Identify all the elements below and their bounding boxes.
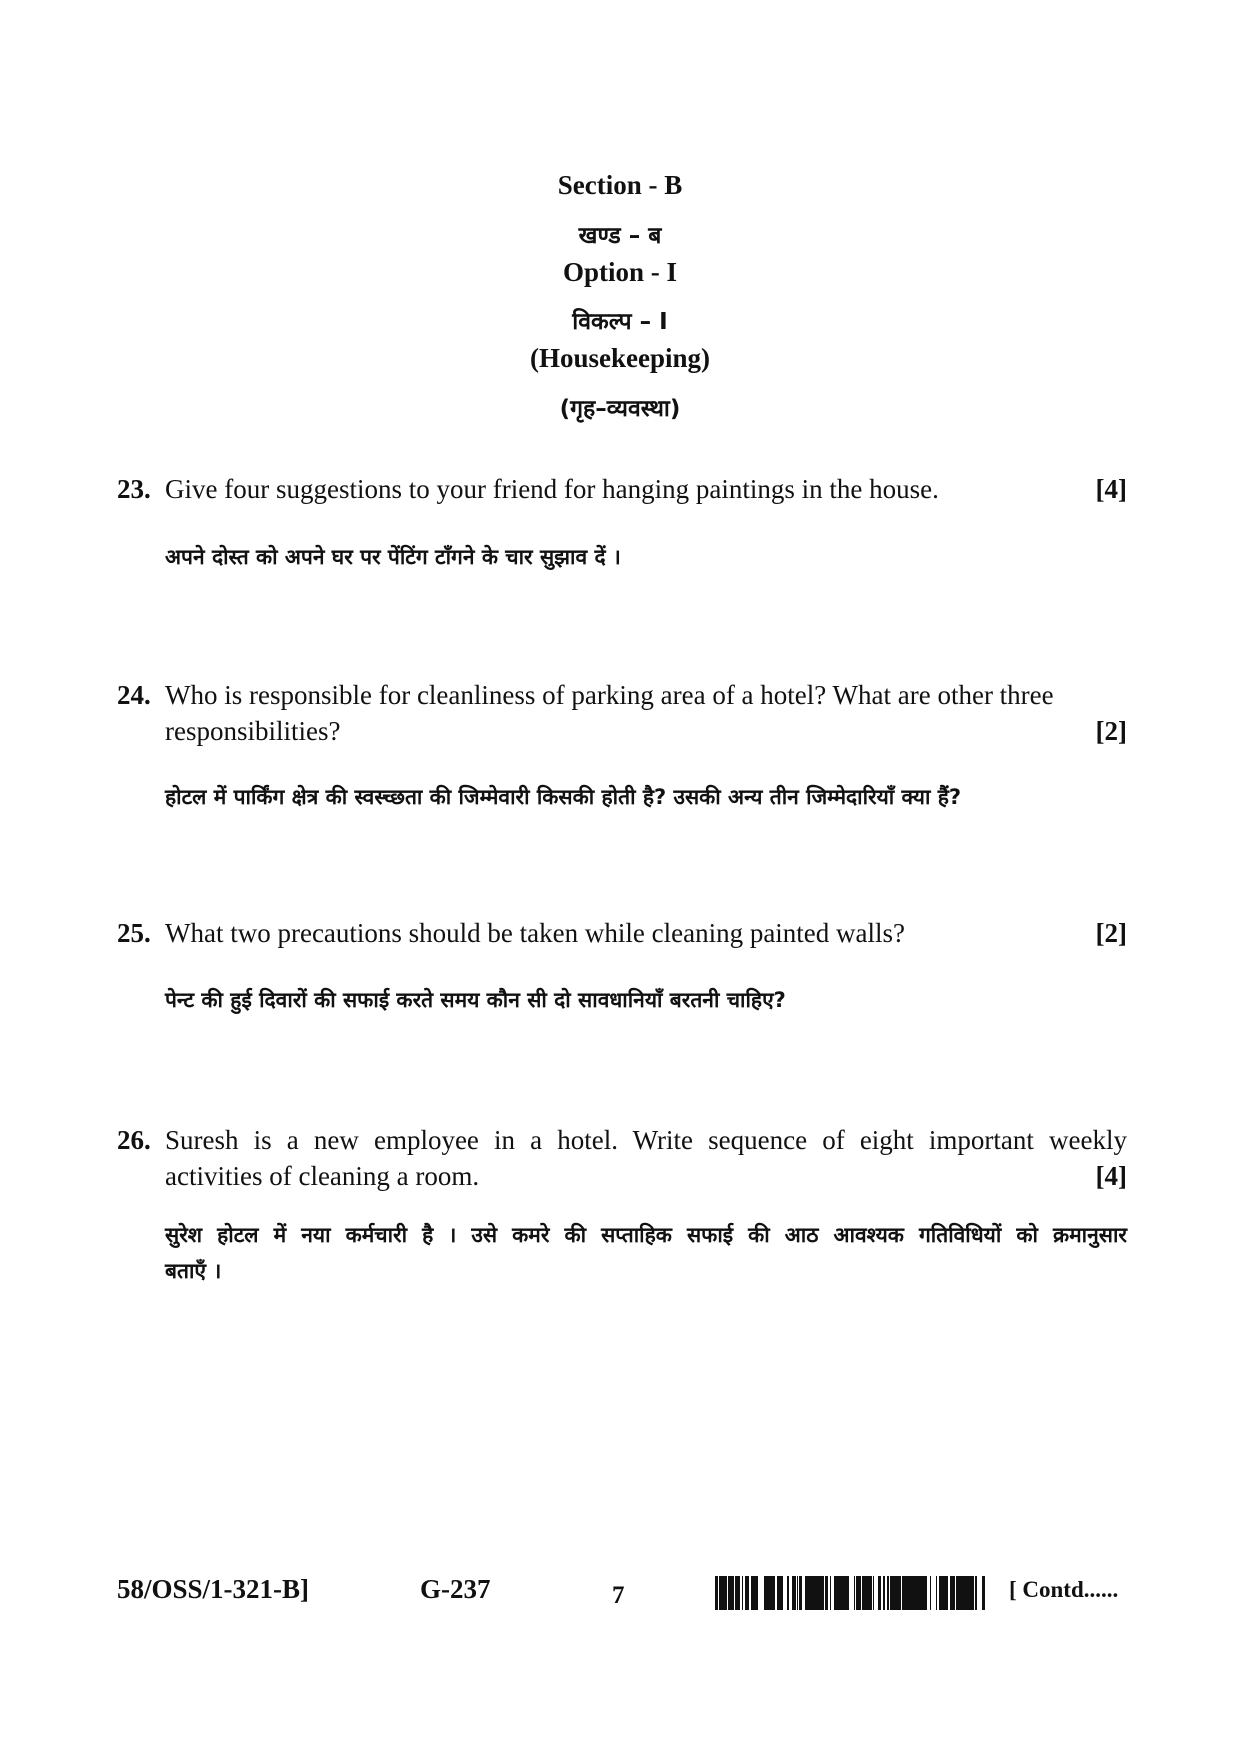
barcode-bar — [898, 1576, 900, 1610]
barcode-bar — [719, 1576, 721, 1610]
barcode-bar — [890, 1576, 892, 1610]
barcode-bar — [842, 1576, 844, 1610]
barcode-bar — [730, 1576, 732, 1610]
barcode-bar — [892, 1576, 893, 1610]
barcode-bar — [859, 1576, 860, 1610]
barcode-bar — [846, 1576, 848, 1610]
barcode-bar — [922, 1576, 923, 1610]
barcode-bar — [946, 1576, 947, 1610]
question-23-hindi: अपने दोस्त को अपने घर पर पेंटिंग टाँगने के चार सुझाव दें । — [165, 545, 621, 569]
barcode-bar — [840, 1576, 842, 1610]
barcode-bar — [954, 1576, 955, 1610]
question-number: 24. — [117, 680, 151, 710]
barcode-bar — [811, 1576, 812, 1610]
barcode-bar — [817, 1576, 819, 1610]
question-text: Give four suggestions to your friend for hanging paintings in the house. — [165, 474, 939, 504]
barcode-bar — [952, 1576, 953, 1610]
barcode-bar — [782, 1576, 783, 1610]
question-marks: [4] — [1095, 1161, 1127, 1191]
barcode-bar — [738, 1576, 740, 1610]
barcode-bar — [726, 1576, 727, 1610]
barcode-bar — [917, 1576, 918, 1610]
barcode-bar — [793, 1576, 794, 1610]
barcode-bar — [858, 1576, 859, 1610]
barcode-bar — [854, 1576, 855, 1610]
barcode-bar — [930, 1576, 931, 1610]
barcode-bar — [866, 1576, 867, 1610]
barcode-bar — [848, 1576, 849, 1610]
barcode-bar — [936, 1576, 937, 1610]
question-26 — [117, 1122, 1127, 1194]
barcode-bar — [956, 1576, 957, 1610]
barcode-bar — [867, 1576, 870, 1610]
barcode-bar — [926, 1576, 927, 1610]
barcode-bar — [964, 1576, 966, 1610]
barcode-bar — [751, 1576, 752, 1610]
barcode-bar — [805, 1576, 807, 1610]
barcode-bar — [911, 1576, 914, 1610]
barcode-bar — [907, 1576, 909, 1610]
series-code: G-237 — [420, 1574, 491, 1604]
barcode-bar — [957, 1576, 959, 1610]
barcode-bar — [773, 1576, 775, 1610]
barcode-bar — [794, 1576, 795, 1610]
barcode-bar — [918, 1576, 920, 1610]
barcode-bar — [905, 1576, 907, 1610]
barcode-bar — [951, 1576, 952, 1610]
barcode-bar — [745, 1576, 747, 1610]
barcode-bar — [910, 1576, 911, 1610]
barcode-image — [715, 1576, 985, 1610]
barcode-bar — [878, 1576, 880, 1610]
barcode-bar — [884, 1576, 885, 1610]
barcode-bar — [768, 1576, 771, 1610]
question-24-hindi: होटल में पार्किंग क्षेत्र की स्वस्च्छता की जिम्मेवारी किसकी होती है? उसकी अन्य तीन जिम्मेदारियाँ क्या हैं? — [165, 785, 962, 809]
barcode-bar — [942, 1576, 945, 1610]
barcode-bar — [971, 1576, 973, 1610]
barcode-bar — [953, 1576, 954, 1610]
question-23 — [117, 471, 1127, 507]
question-number: 26. — [117, 1125, 151, 1155]
barcode-bar — [723, 1576, 724, 1610]
barcode-bar — [767, 1576, 768, 1610]
barcode-bar — [856, 1576, 858, 1610]
barcode-bar — [860, 1576, 861, 1610]
barcode-bar — [808, 1576, 810, 1610]
barcode-bar — [982, 1576, 985, 1610]
barcode-bar — [925, 1576, 926, 1610]
barcode-bar — [976, 1576, 977, 1610]
barcode-bar — [909, 1576, 910, 1610]
question-number: 25. — [117, 918, 151, 948]
barcode-bar — [961, 1576, 963, 1610]
barcode-bar — [795, 1576, 796, 1610]
barcode-bar — [895, 1576, 898, 1610]
barcode-bar — [716, 1576, 717, 1610]
question-marks: [2] — [1095, 918, 1127, 948]
question-text-line1: Who is responsible for cleanliness of parking area of a hotel? What are other three — [165, 680, 1054, 710]
barcode-bar — [797, 1576, 798, 1610]
barcode-bar — [883, 1576, 884, 1610]
question-24 — [117, 677, 1127, 749]
barcode-bar — [950, 1576, 951, 1610]
barcode-bar — [735, 1576, 736, 1610]
subject-title-hindi: (गृह–व्यवस्था) — [559, 396, 681, 422]
barcode-bar — [975, 1576, 976, 1610]
barcode-bar — [825, 1576, 828, 1610]
barcode-bar — [752, 1576, 753, 1610]
barcode-bar — [819, 1576, 821, 1610]
barcode-bar — [721, 1576, 723, 1610]
barcode-bar — [755, 1576, 756, 1610]
barcode-bar — [771, 1576, 773, 1610]
barcode-bar — [839, 1576, 840, 1610]
barcode-bar — [902, 1576, 905, 1610]
barcode-bar — [945, 1576, 946, 1610]
barcode-bar — [812, 1576, 813, 1610]
barcode-bar — [870, 1576, 872, 1610]
barcode-bar — [966, 1576, 967, 1610]
barcode-bar — [816, 1576, 817, 1610]
barcode-bar — [939, 1576, 940, 1610]
barcode-bar — [764, 1576, 766, 1610]
barcode-bar — [766, 1576, 767, 1610]
barcode-bar — [715, 1576, 716, 1610]
contd-label: [ Contd...... — [1009, 1577, 1119, 1602]
question-marks: [2] — [1095, 716, 1127, 746]
barcode-bar — [747, 1576, 748, 1610]
barcode-bar — [963, 1576, 964, 1610]
barcode-bar — [916, 1576, 917, 1610]
question-text-line2: responsibilities? — [165, 716, 341, 746]
question-text-line1: Suresh is a new employee in a hotel. Write sequence of eight important weekly — [165, 1125, 1127, 1155]
barcode-bar — [792, 1576, 793, 1610]
barcode-bar — [969, 1576, 971, 1610]
barcode-bar — [873, 1576, 874, 1610]
paper-code: 58/OSS/1-321-B] — [117, 1574, 310, 1604]
barcode-bar — [821, 1576, 824, 1610]
barcode-bar — [923, 1576, 924, 1610]
barcode-bar — [810, 1576, 811, 1610]
barcode-bar — [732, 1576, 734, 1610]
barcode-bar — [779, 1576, 782, 1610]
barcode-bar — [865, 1576, 866, 1610]
question-26-hindi-line1: सुरेश होटल में नया कर्मचारी है । उसे कमरे की सप्ताहिक सफाई की आठ आवश्यक गतिविधियों को क्रमानुसार — [165, 1223, 1127, 1247]
option-title: Option - I — [562, 257, 678, 287]
barcode-bar — [863, 1576, 865, 1610]
barcode-bar — [748, 1576, 749, 1610]
page-number: 7 — [612, 1582, 625, 1609]
barcode-bar — [777, 1576, 779, 1610]
barcode-bar — [836, 1576, 839, 1610]
barcode-bar — [959, 1576, 961, 1610]
barcode-bar — [753, 1576, 755, 1610]
question-25 — [117, 915, 1127, 951]
barcode-bar — [728, 1576, 730, 1610]
barcode-bar — [967, 1576, 969, 1610]
question-text: What two precautions should be taken while cleaning painted walls? — [165, 918, 906, 948]
barcode-bar — [799, 1576, 800, 1610]
barcode-bar — [788, 1576, 789, 1610]
subject-title: (Housekeeping) — [529, 343, 710, 373]
barcode-bar — [947, 1576, 948, 1610]
barcode-bar — [920, 1576, 922, 1610]
question-marks: [4] — [1095, 474, 1127, 504]
section-title: Section - B — [557, 170, 683, 200]
option-title-hindi: विकल्प – I — [572, 309, 668, 335]
barcode-bar — [844, 1576, 846, 1610]
barcode-bar — [807, 1576, 808, 1610]
barcode-bar — [717, 1576, 718, 1610]
question-25-hindi: पेन्ट की हुई दिवारों की सफाई करते समय कौन सी दो सावधानियाँ बरतनी चाहिए? — [165, 988, 786, 1012]
barcode-bar — [813, 1576, 816, 1610]
barcode-bar — [787, 1576, 788, 1610]
barcode-bar — [800, 1576, 801, 1610]
barcode-bar — [830, 1576, 831, 1610]
barcode-bar — [893, 1576, 895, 1610]
barcode-bar — [880, 1576, 881, 1610]
barcode-bar — [900, 1576, 901, 1610]
barcode-bar — [756, 1576, 758, 1610]
barcode-bar — [973, 1576, 974, 1610]
barcode-bar — [924, 1576, 925, 1610]
barcode-bar — [940, 1576, 942, 1610]
barcode-bar — [914, 1576, 916, 1610]
question-number: 23. — [117, 474, 151, 504]
barcode-bar — [736, 1576, 738, 1610]
question-text-line2: activities of cleaning a room. — [165, 1161, 480, 1191]
barcode-bar — [742, 1576, 743, 1610]
barcode-bar — [834, 1576, 836, 1610]
section-title-hindi: खण्ड – ब — [578, 223, 662, 249]
question-26-hindi-line2: बताएँ । — [165, 1259, 222, 1283]
barcode-bar — [887, 1576, 889, 1610]
barcode-bar — [862, 1576, 863, 1610]
barcode-bar — [724, 1576, 726, 1610]
barcode-bar — [801, 1576, 802, 1610]
